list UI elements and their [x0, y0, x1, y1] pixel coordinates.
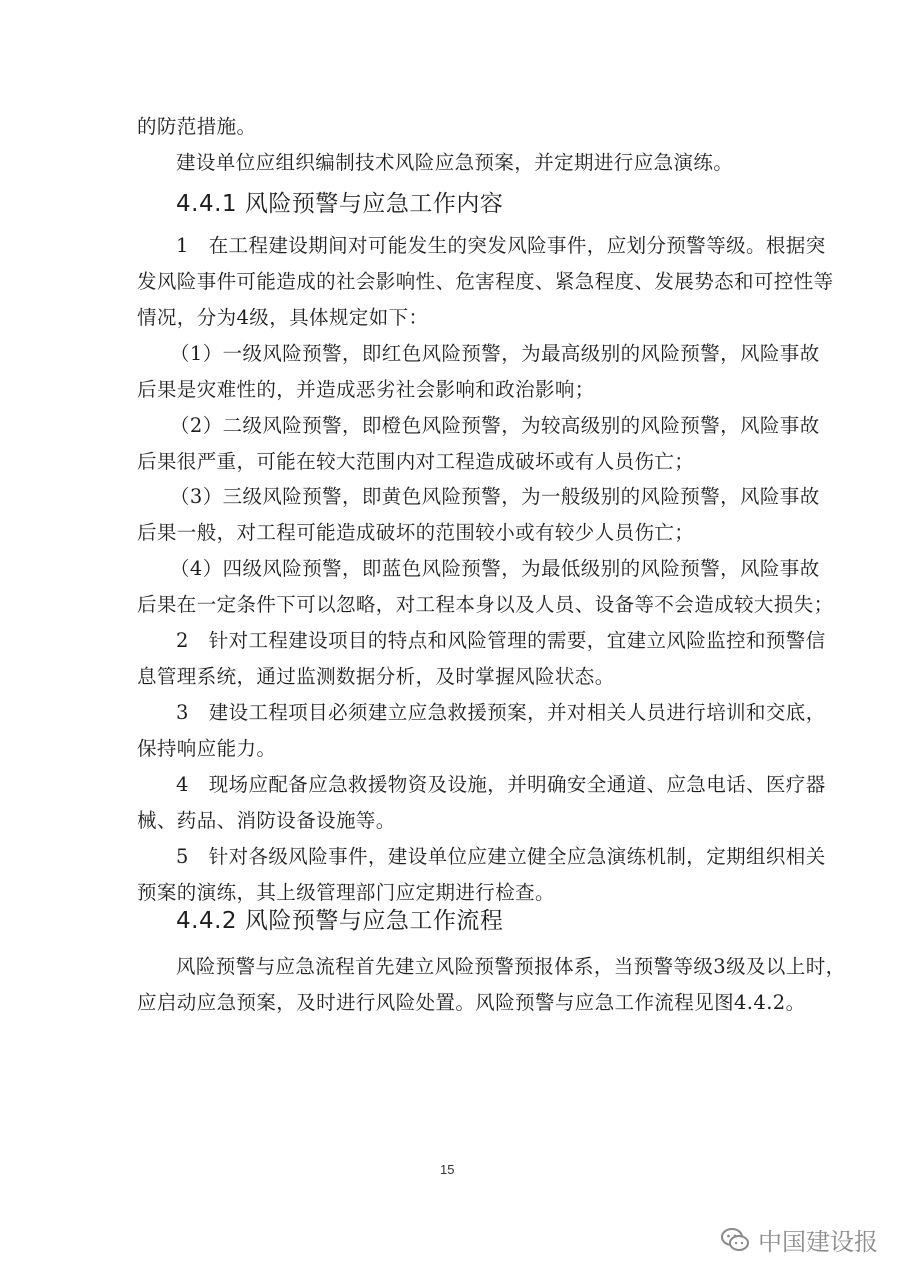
paragraph-line: 发风险事件可能造成的社会影响性、危害程度、紧急程度、发展势态和可控性等 [137, 270, 834, 293]
list-item-line: 后果一般，对工程可能造成破坏的范围较小或有较少人员伤亡； [137, 521, 695, 544]
paragraph-line: 1 在工程建设期间对可能发生的突发风险事件，应划分预警等级。根据突 [176, 234, 826, 257]
watermark [720, 1222, 878, 1257]
section-number: 4.4.2 [176, 908, 238, 934]
list-item-line: （1）一级风险预警，即红色风险预警，为最高级别的风险预警，风险事故 [170, 342, 820, 365]
list-item-line: （3）三级风险预警，即黄色风险预警，为一般级别的风险预警，风险事故 [170, 485, 820, 508]
page-number: 15 [440, 1162, 455, 1177]
paragraph-line: 5 针对各级风险事件，建设单位应建立健全应急演练机制，定期组织相关 [176, 845, 826, 868]
paragraph-line: 保持响应能力。 [137, 737, 277, 760]
list-item-line: 后果很严重，可能在较大范围内对工程造成破坏或有人员伤亡； [137, 450, 695, 473]
watermark-text: 中国建设报 [758, 1228, 878, 1256]
paragraph-line: 3 建设工程项目必须建立应急救援预案，并对相关人员进行培训和交底， [176, 701, 826, 724]
list-item-line: 后果在一定条件下可以忽略，对工程本身以及人员、设备等不会造成较大损失； [137, 593, 834, 616]
section-title: 风险预警与应急工作流程 [244, 908, 504, 934]
paragraph-line: 械、药品、消防设备设施等。 [137, 809, 396, 832]
paragraph-line: 4 现场应配备应急救援物资及设施，并明确安全通道、应急电话、医疗器 [176, 773, 826, 796]
list-item-line: （4）四级风险预警，即蓝色风险预警，为最低级别的风险预警，风险事故 [170, 557, 820, 580]
paragraph-line: 2 针对工程建设项目的特点和风险管理的需要，宜建立风险监控和预警信 [176, 629, 826, 652]
paragraph-line: 预案的演练，其上级管理部门应定期进行检查。 [137, 881, 555, 904]
list-item-line: 后果是灾难性的，并造成恶劣社会影响和政治影响； [137, 378, 595, 401]
list-item-line: （2）二级风险预警，即橙色风险预警，为较高级别的风险预警，风险事故 [170, 414, 820, 437]
paragraph-line: 息管理系统，通过监测数据分析，及时掌握风险状态。 [137, 665, 615, 688]
section-title: 风险预警与应急工作内容 [244, 191, 504, 217]
paragraph-line: 的防范措施。 [137, 115, 257, 138]
paragraph-line: 风险预警与应急流程首先建立风险预警预报体系，当预警等级3级及以上时， [176, 955, 846, 978]
section-number: 4.4.1 [176, 191, 238, 217]
wechat-icon [720, 1227, 750, 1253]
paragraph-line: 情况，分为4级，具体规定如下： [137, 306, 429, 329]
paragraph-line: 应启动应急预案，及时进行风险处置。风险预警与应急工作流程见图4.4.2。 [137, 991, 806, 1014]
paragraph-line: 建设单位应组织编制技术风险应急预案，并定期进行应急演练。 [176, 151, 734, 174]
section-heading-4-4-1 [176, 189, 503, 219]
section-heading-4-4-2 [176, 906, 503, 936]
